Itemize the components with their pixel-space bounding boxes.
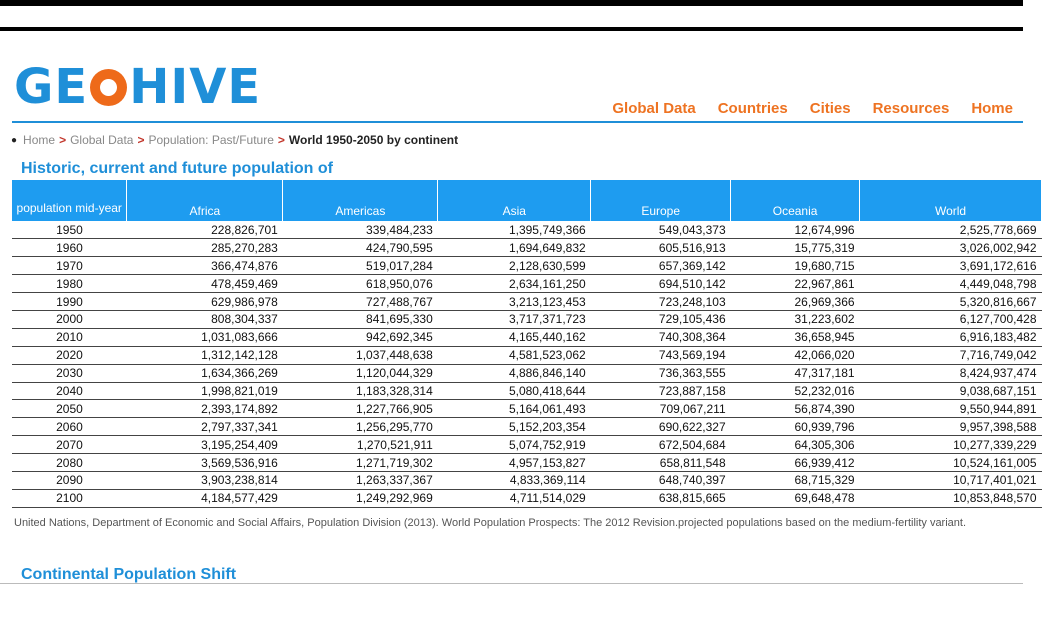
table-cell-year: 2030: [12, 364, 127, 382]
table-cell-value: 4,711,514,029: [438, 489, 591, 507]
table-cell-value: 690,622,327: [591, 418, 731, 436]
logo-text-pre: GE: [14, 59, 89, 115]
table-cell-value: 56,874,390: [731, 400, 860, 418]
table-cell-value: 66,939,412: [731, 454, 860, 472]
table-cell-value: 3,195,254,409: [127, 436, 283, 454]
table-row: [12, 221, 1042, 239]
table-cell-value: 69,648,478: [731, 489, 860, 507]
table-cell-year: 2090: [12, 471, 127, 489]
table-cell-value: 841,695,330: [283, 310, 438, 328]
table-cell-year: 2040: [12, 382, 127, 400]
table-cell-value: 52,232,016: [731, 382, 860, 400]
table-cell-value: 9,550,944,891: [860, 400, 1042, 418]
population-table: [12, 180, 1042, 508]
top-black-bar: [0, 0, 1023, 6]
table-cell-value: 4,833,369,114: [438, 471, 591, 489]
table-cell-value: 1,270,521,911: [283, 436, 438, 454]
table-cell-value: 10,717,401,021: [860, 471, 1042, 489]
logo-o-icon: [90, 69, 127, 106]
table-row: [12, 257, 1042, 275]
table-cell-value: 47,317,181: [731, 364, 860, 382]
breadcrumb-global-data[interactable]: Global Data: [70, 133, 134, 147]
table-cell-value: 657,369,142: [591, 257, 731, 275]
table-cell-value: 740,308,364: [591, 328, 731, 346]
table-row: [12, 436, 1042, 454]
table-cell-value: 638,815,665: [591, 489, 731, 507]
table-cell-year: 2020: [12, 346, 127, 364]
table-cell-value: 4,957,153,827: [438, 454, 591, 472]
bottom-divider: [0, 583, 1023, 584]
table-cell-value: 10,277,339,229: [860, 436, 1042, 454]
table-cell-value: 4,581,523,062: [438, 346, 591, 364]
table-cell-value: 1,249,292,969: [283, 489, 438, 507]
table-row: [12, 346, 1042, 364]
nav-global-data[interactable]: Global Data: [612, 100, 696, 117]
table-cell-value: 9,038,687,151: [860, 382, 1042, 400]
table-cell-value: 1,037,448,638: [283, 346, 438, 364]
table-row: [12, 418, 1042, 436]
table-cell-year: 1950: [12, 221, 127, 239]
nav-countries[interactable]: Countries: [717, 100, 788, 117]
table-cell-value: 15,775,319: [731, 239, 860, 257]
table-cell-value: 4,184,577,429: [127, 489, 283, 507]
table-cell-value: 629,986,978: [127, 293, 283, 311]
table-cell-value: 228,826,701: [127, 221, 283, 239]
table-cell-value: 727,488,767: [283, 293, 438, 311]
table-cell-value: 1,120,044,329: [283, 364, 438, 382]
table-row: [12, 275, 1042, 293]
table-header-row: [12, 180, 1042, 221]
table-cell-value: 10,524,161,005: [860, 454, 1042, 472]
table-cell-value: 7,716,749,042: [860, 346, 1042, 364]
table-cell-value: 31,223,602: [731, 310, 860, 328]
breadcrumb-home[interactable]: Home: [23, 133, 56, 147]
table-cell-value: 2,797,337,341: [127, 418, 283, 436]
main-nav: [612, 100, 1013, 117]
table-cell-value: 5,080,418,644: [438, 382, 591, 400]
breadcrumb-current: World 1950-2050 by continent: [288, 133, 459, 147]
table-cell-value: 736,363,555: [591, 364, 731, 382]
table-cell-value: 605,516,913: [591, 239, 731, 257]
table-cell-value: 12,674,996: [731, 221, 860, 239]
table-cell-value: 6,127,700,428: [860, 310, 1042, 328]
table-cell-value: 5,074,752,919: [438, 436, 591, 454]
table-cell-value: 1,031,083,666: [127, 328, 283, 346]
table-cell-value: 942,692,345: [283, 328, 438, 346]
table-cell-value: 743,569,194: [591, 346, 731, 364]
table-cell-year: 2080: [12, 454, 127, 472]
breadcrumb: [11, 133, 458, 147]
table-cell-value: 2,525,778,669: [860, 221, 1042, 239]
breadcrumb-separator: >: [137, 133, 145, 147]
table-cell-value: 5,320,816,667: [860, 293, 1042, 311]
table-cell-year: 1990: [12, 293, 127, 311]
table-cell-value: 6,916,183,482: [860, 328, 1042, 346]
table-cell-value: 4,449,048,798: [860, 275, 1042, 293]
table-cell-value: 723,248,103: [591, 293, 731, 311]
section-subtitle: Continental Population Shift: [21, 566, 237, 583]
table-cell-value: 1,694,649,832: [438, 239, 591, 257]
table-cell-value: 478,459,469: [127, 275, 283, 293]
table-cell-value: 3,213,123,453: [438, 293, 591, 311]
table-cell-value: 1,263,337,367: [283, 471, 438, 489]
nav-resources[interactable]: Resources: [872, 100, 950, 117]
table-cell-value: 723,887,158: [591, 382, 731, 400]
table-cell-value: 672,504,684: [591, 436, 731, 454]
table-cell-value: 3,903,238,814: [127, 471, 283, 489]
table-cell-value: 36,658,945: [731, 328, 860, 346]
table-cell-value: 3,691,172,616: [860, 257, 1042, 275]
table-row: [12, 471, 1042, 489]
table-row: [12, 364, 1042, 382]
table-cell-value: 2,128,630,599: [438, 257, 591, 275]
table-cell-value: 1,183,328,314: [283, 382, 438, 400]
table-cell-value: 424,790,595: [283, 239, 438, 257]
nav-divider: [12, 121, 1023, 123]
table-cell-value: 618,950,076: [283, 275, 438, 293]
table-cell-value: 648,740,397: [591, 471, 731, 489]
table-cell-year: 1960: [12, 239, 127, 257]
table-cell-value: 64,305,306: [731, 436, 860, 454]
column-header-oceania: Oceania: [731, 180, 860, 221]
table-cell-value: 19,680,715: [731, 257, 860, 275]
table-cell-value: 4,165,440,162: [438, 328, 591, 346]
column-header-europe: Europe: [591, 180, 731, 221]
table-cell-year: 2010: [12, 328, 127, 346]
table-row: [12, 293, 1042, 311]
table-cell-value: 1,312,142,128: [127, 346, 283, 364]
table-cell-value: 5,164,061,493: [438, 400, 591, 418]
table-cell-year: 2070: [12, 436, 127, 454]
table-row: [12, 382, 1042, 400]
table-row: [12, 239, 1042, 257]
page-title: Historic, current and future population of: [21, 160, 333, 177]
table-cell-value: 2,634,161,250: [438, 275, 591, 293]
table-cell-value: 5,152,203,354: [438, 418, 591, 436]
table-cell-value: 808,304,337: [127, 310, 283, 328]
table-cell-value: 519,017,284: [283, 257, 438, 275]
table-cell-value: 3,026,002,942: [860, 239, 1042, 257]
table-row: [12, 400, 1042, 418]
table-cell-value: 10,853,848,570: [860, 489, 1042, 507]
table-cell-value: 4,886,846,140: [438, 364, 591, 382]
table-cell-value: 26,969,366: [731, 293, 860, 311]
table-cell-value: 2,393,174,892: [127, 400, 283, 418]
table-cell-year: 1980: [12, 275, 127, 293]
table-cell-value: 1,271,719,302: [283, 454, 438, 472]
breadcrumb-population[interactable]: Population: Past/Future: [148, 133, 274, 147]
breadcrumb-separator: >: [59, 133, 67, 147]
table-cell-value: 3,717,371,723: [438, 310, 591, 328]
table-cell-year: 2050: [12, 400, 127, 418]
table-cell-value: 68,715,329: [731, 471, 860, 489]
table-cell-year: 1970: [12, 257, 127, 275]
table-cell-value: 729,105,436: [591, 310, 731, 328]
table-row: [12, 454, 1042, 472]
nav-cities[interactable]: Cities: [809, 100, 851, 117]
breadcrumb-separator: >: [277, 133, 285, 147]
table-cell-value: 1,395,749,366: [438, 221, 591, 239]
logo-text-post: HIVE: [129, 59, 262, 115]
top-black-bar-2: [0, 27, 1023, 31]
table-row: [12, 310, 1042, 328]
table-cell-value: 42,066,020: [731, 346, 860, 364]
column-header-africa: Africa: [127, 180, 283, 221]
table-cell-value: 1,256,295,770: [283, 418, 438, 436]
table-row: [12, 328, 1042, 346]
table-cell-value: 8,424,937,474: [860, 364, 1042, 382]
table-cell-year: 2100: [12, 489, 127, 507]
table-cell-value: 1,634,366,269: [127, 364, 283, 382]
table-cell-value: 60,939,796: [731, 418, 860, 436]
table-cell-value: 1,227,766,905: [283, 400, 438, 418]
table-cell-value: 694,510,142: [591, 275, 731, 293]
table-cell-year: 2000: [12, 310, 127, 328]
table-row: [12, 489, 1042, 507]
table-body: [12, 221, 1042, 507]
table-cell-value: 366,474,876: [127, 257, 283, 275]
table-cell-value: 9,957,398,588: [860, 418, 1042, 436]
table-cell-value: 1,998,821,019: [127, 382, 283, 400]
column-header-americas: Americas: [283, 180, 438, 221]
column-header-asia: Asia: [438, 180, 591, 221]
table-cell-value: 285,270,283: [127, 239, 283, 257]
table-cell-value: 658,811,548: [591, 454, 731, 472]
column-header-year: population mid-year: [12, 180, 127, 221]
table-cell-value: 22,967,861: [731, 275, 860, 293]
geohive-logo[interactable]: [14, 59, 262, 115]
bullet-icon: ●: [11, 134, 18, 146]
table-cell-value: 549,043,373: [591, 221, 731, 239]
column-header-world: World: [860, 180, 1042, 221]
table-cell-year: 2060: [12, 418, 127, 436]
source-note: United Nations, Department of Economic and Social Affairs, Population Division (2013). World Population Prospects: The 2012 Revision.projected populations based on the medium-fertility variant.: [14, 517, 967, 529]
table-cell-value: 339,484,233: [283, 221, 438, 239]
table-cell-value: 3,569,536,916: [127, 454, 283, 472]
table-cell-value: 709,067,211: [591, 400, 731, 418]
nav-home[interactable]: Home: [971, 100, 1013, 117]
